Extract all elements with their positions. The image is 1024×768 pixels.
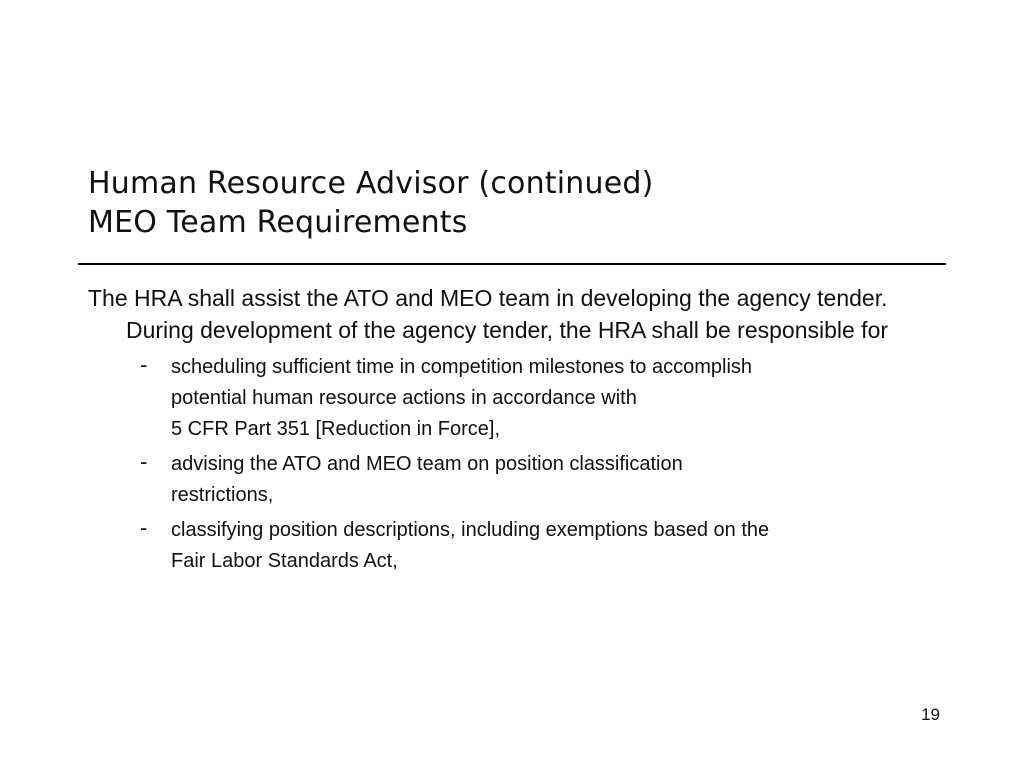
title-line-2: MEO Team Requirements — [88, 205, 468, 240]
bullet-item-scheduling — [88, 352, 948, 445]
bullet-line: scheduling sufficient time in competition milestones to accomplish — [171, 356, 753, 378]
bullet-line: restrictions, — [171, 484, 274, 506]
title-line-1: Human Resource Advisor (continued) — [88, 166, 654, 201]
page-number: 19 — [921, 705, 940, 724]
title-divider — [78, 263, 946, 265]
bullet-item-classifying — [88, 515, 948, 577]
bullet-line: classifying position descriptions, including exemptions based on the — [171, 519, 770, 541]
bullet-line: Fair Labor Standards Act, — [171, 550, 398, 572]
dash-bullet-icon: - — [140, 352, 148, 377]
slide-body — [88, 282, 948, 581]
bullet-list — [88, 352, 948, 577]
bullet-line: 5 CFR Part 351 [Reduction in Force], — [171, 418, 501, 440]
dash-bullet-icon: - — [140, 515, 148, 540]
bullet-line: advising the ATO and MEO team on position classification — [171, 453, 683, 475]
intro-paragraph: The HRA shall assist the ATO and MEO team in developing the agency tender. During development of the agency tender, the HRA shall be responsible for — [88, 285, 889, 343]
dash-bullet-icon: - — [140, 449, 148, 474]
bullet-item-advising — [88, 449, 948, 511]
bullet-line: potential human resource actions in accordance with — [171, 387, 637, 409]
slide-title — [88, 164, 948, 242]
